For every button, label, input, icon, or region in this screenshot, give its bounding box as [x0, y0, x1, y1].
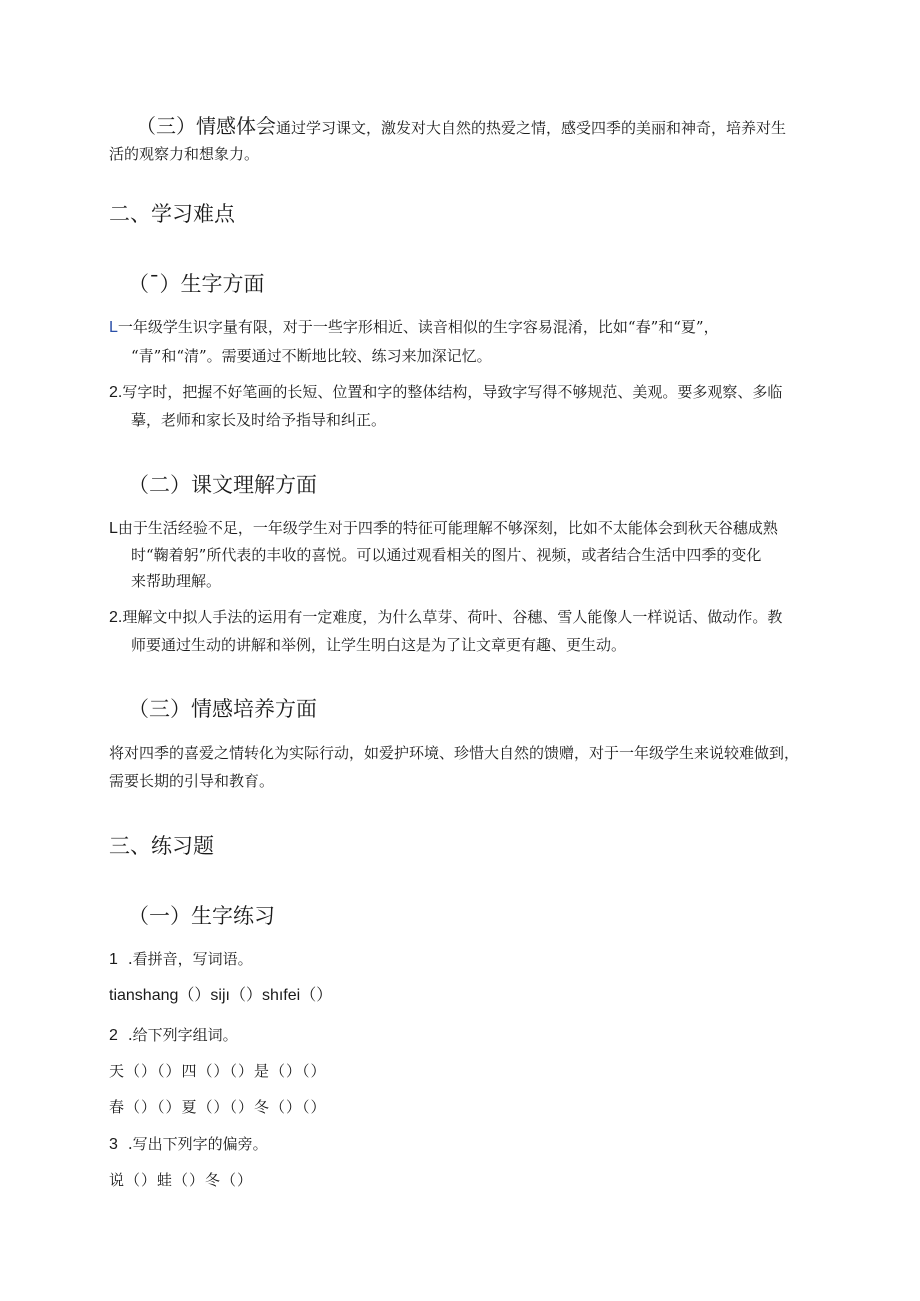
q3-row1: 说（）蛙（）冬（）: [109, 1171, 254, 1189]
sub1-item2-cont: 摹，老师和家长及时给予指导和纠正。: [131, 411, 387, 429]
sub1-item2: [109, 378, 829, 407]
item-line: 理解文中拟人手法的运用有一定难度，为什么草芽、荷叶、谷穗、雪人能像人一样说话、做动作。教: [122, 608, 783, 626]
item-line: 由于生活经验不足，一年级学生对于四季的特征可能理解不够深刻，比如不太能体会到秋天谷穗成熟: [117, 519, 778, 537]
sub3-line2: 需要长期的引导和教育。: [109, 772, 275, 790]
item-marker: 2.: [109, 609, 123, 626]
sub3-heading: （三）情感培养方面: [128, 697, 317, 721]
q-text: .看拼音，写词语。: [127, 950, 253, 968]
section2-title: 二、学习难点: [109, 202, 235, 226]
sub2-item1-line2: 时“鞠着躬”所代表的丰收的喜悦。可以通过观看相关的图片、视频，或者结合生活中四季的变化: [131, 546, 762, 564]
q-text: .写出下列字的偏旁。: [127, 1135, 268, 1153]
q1-pinyin: tianshang（）sijı（）shıfei（）: [109, 987, 333, 1004]
emotion-paragraph: [136, 112, 836, 142]
q2: [109, 1021, 238, 1050]
sub2-heading: （二）课文理解方面: [128, 473, 317, 497]
q2-row2: 春（）（）夏（）（）冬（）（）: [109, 1098, 327, 1116]
emotion-text-cont: 活的观察力和想象力。: [109, 145, 260, 163]
q-number: 2: [109, 1027, 118, 1044]
item-marker: 2.: [109, 384, 123, 401]
item-line: 一年级学生识字量有限，对于一些字形相近、读音相似的生字容易混淆，比如“春”和“夏”，: [117, 318, 719, 336]
sub2-item1-line3: 来帮助理解。: [131, 572, 222, 590]
section3-title: 三、练习题: [109, 834, 214, 858]
item-marker: L: [109, 520, 118, 537]
q-number: 3: [109, 1136, 118, 1153]
sub2-item2: [109, 603, 829, 632]
q-text: .给下列字组词。: [127, 1026, 238, 1044]
sub1-heading: （¯）生字方面: [128, 272, 265, 296]
sub1-item1: [109, 313, 829, 342]
emotion-heading: （三）情感体会: [136, 114, 276, 138]
sub2-item2-cont: 师要通过生动的讲解和举例，让学生明白这是为了让文章更有趣、更生动。: [131, 636, 627, 654]
item-marker: L: [109, 319, 118, 336]
sub1-item1-cont: “青”和“清”。需要通过不断地比较、练习来加深记忆。: [131, 347, 492, 365]
sub3-line1: 将对四季的喜爱之情转化为实际行动，如爱护环境、珍惜大自然的馈赠，对于一年级学生来说较难做到，: [109, 744, 800, 762]
q-number: 1: [109, 951, 118, 968]
sub2-item1: [109, 514, 829, 543]
emotion-text: 通过学习课文，激发对大自然的热爱之情，感受四季的美丽和神奇，培养对生: [276, 119, 787, 137]
item-line: 写字时，把握不好笔画的长短、位置和字的整体结构，导致字写得不够规范、美观。要多观察、多临: [122, 383, 783, 401]
q2-row1: 天（）（）四（）（）是（）（）: [109, 1062, 327, 1080]
practice-heading: （一）生字练习: [128, 904, 275, 928]
q1: [109, 945, 253, 974]
q3: [109, 1130, 268, 1159]
